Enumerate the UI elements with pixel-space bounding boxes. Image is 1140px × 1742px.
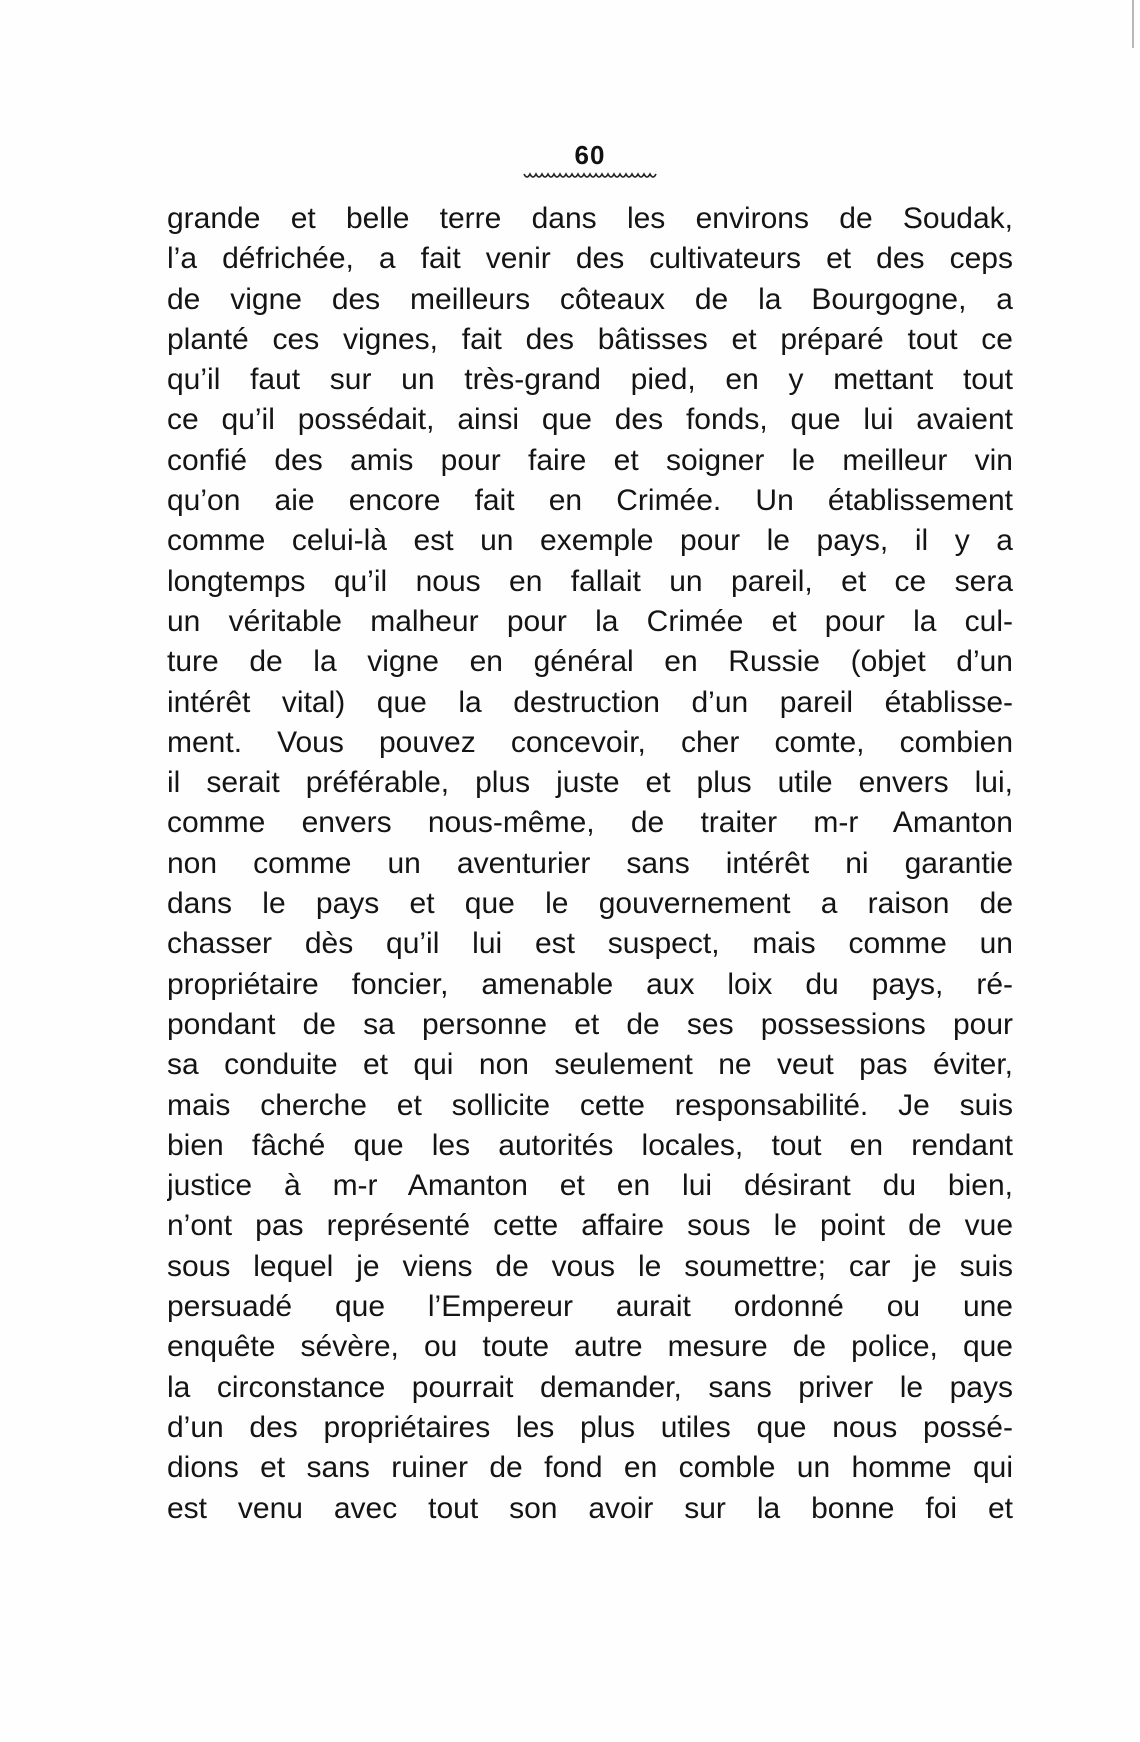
text-line: mais cherche et sollicite cette responsabilité. Je suis <box>167 1088 1013 1122</box>
text-line: confié des amis pour faire et soigner le meilleur vin <box>167 443 1013 477</box>
text-line: enquête sévère, ou toute autre mesure de police, que <box>167 1330 1013 1364</box>
text-line: persuadé que l’Empereur aurait ordonné ou une <box>167 1290 1013 1324</box>
text-line: de vigne des meilleurs côteaux de la Bourgogne, a <box>167 282 1013 316</box>
text-line: chasser dès qu’il lui est suspect, mais comme un <box>167 927 1013 961</box>
text-line: sous lequel je viens de vous le soumettre; car je suis <box>167 1249 1013 1283</box>
text-line: longtemps qu’il nous en fallait un pareil, et ce sera <box>167 564 1013 598</box>
text-line: ce qu’il possédait, ainsi que des fonds, que lui avaient <box>167 403 1013 437</box>
text-line: qu’on aie encore fait en Crimée. Un établissement <box>167 484 1013 518</box>
text-line: dans le pays et que le gouvernement a raison de <box>167 887 1013 921</box>
text-line: sa conduite et qui non seulement ne veut pas éviter, <box>167 1048 1013 1082</box>
text-line: non comme un aventurier sans intérêt ni garantie <box>167 846 1013 880</box>
text-line: ment. Vous pouvez concevoir, cher comte, combien <box>167 725 1013 759</box>
text-line: bien fâché que les autorités locales, tout en rendant <box>167 1128 1013 1162</box>
wavy-rule-ornament <box>520 170 660 182</box>
text-line: intérêt vital) que la destruction d’un pareil établisse- <box>167 685 1013 719</box>
text-line: dions et sans ruiner de fond en comble un homme qui <box>167 1451 1013 1485</box>
page-edge-mark <box>1132 0 1134 48</box>
text-line: justice à m-r Amanton et en lui désirant du bien, <box>167 1169 1013 1203</box>
text-line: planté ces vignes, fait des bâtisses et préparé tout ce <box>167 322 1013 356</box>
body-text <box>167 199 1013 1529</box>
text-line: grande et belle terre dans les environs de Soudak, <box>167 202 1013 235</box>
text-line: comme envers nous-même, de traiter m-r Amanton <box>167 806 1013 840</box>
text-line: comme celui-là est un exemple pour le pays, il y a <box>167 524 1013 558</box>
text-line: la circonstance pourrait demander, sans priver le pays <box>167 1370 1013 1404</box>
text-line: est venu avec tout son avoir sur la bonne foi et <box>167 1491 1013 1525</box>
text-line: pondant de sa personne et de ses possessions pour <box>167 1007 1013 1041</box>
text-line: n’ont pas représenté cette affaire sous le point de vue <box>167 1209 1013 1243</box>
text-line: ture de la vigne en général en Russie (objet d’un <box>167 645 1013 679</box>
text-line: il serait préférable, plus juste et plus utile envers lui, <box>167 766 1013 800</box>
text-line: qu’il faut sur un très-grand pied, en y mettant tout <box>167 363 1013 397</box>
text-line: l’a défrichée, a fait venir des cultivateurs et des ceps <box>167 242 1013 276</box>
text-line: un véritable malheur pour la Crimée et pour la cul- <box>167 604 1013 638</box>
page-number: 60 <box>574 140 606 170</box>
text-line: propriétaire foncier, amenable aux loix du pays, ré- <box>167 967 1013 1001</box>
text-line: d’un des propriétaires les plus utiles que nous possé- <box>167 1410 1013 1444</box>
